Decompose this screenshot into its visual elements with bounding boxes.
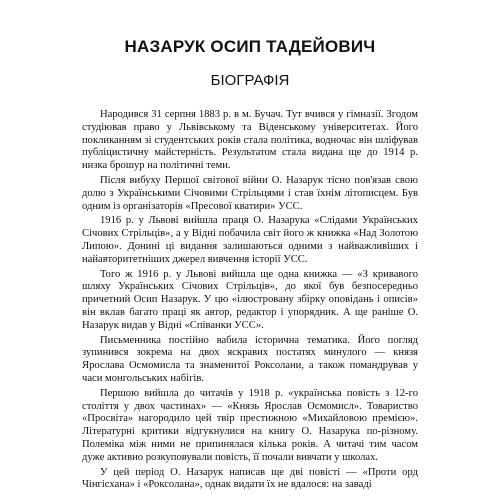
paragraph: Того ж 1916 р. у Львові вийшла ще одна книжка — «З кривавого шляху Українських Січових Стрільців», до якої був безпосередньо причетний Осип Назарук. У цю «ілюстровану збірку оповідань і описів» він вклав багато праці як автор, редактор і упорядник. А ще раніше О. Назарук видав у Відні «Співанки УСС». — [82, 268, 418, 331]
paragraph: Першою вийшла до читачів у 1918 р. «українська повість з 12-го століття у двох частинах» — «Князь Ярослав Осмомисл». Товариство «Просвіта» нагородило цей твір престижною «Михайловою премією». Літературні критики відгукнулися на книгу О. Назарука по-різному. Полеміка між ними не припинялася кілька років. А читачі тим часом дуже активно розкуповували повість, її почали вивчати у школах. — [82, 387, 418, 463]
paragraph: Після вибуху Першої світової війни О. Назарук тісно пов'язав свою долю з Українськими Січовими Стрільцями і став їхнім літописцем. Був одним із організаторів «Пресової кватири» УСС. — [82, 174, 418, 212]
biography-text — [82, 109, 418, 492]
paragraph: Народився 31 серпня 1883 р. в м. Бучач. Тут вчився у гімназії. Згодом студіював право у Львівському та Віденському університетах. Його покликанням зі студентських років стала політика, водночас він шліфував публіцистичну майстерність. Результатом стала видана ще до 1914 р. низка брошур на політичні теми. — [82, 109, 418, 172]
document-title: НАЗАРУК ОСИП ТАДЕЙОВИЧ — [124, 37, 376, 56]
section-heading: БІОГРАФІЯ — [210, 72, 290, 89]
paragraph: 1916 р. у Львові вийшла праця О. Назарука «Слідами Українських Січових Стрільців», а у Відні побачила світ його ж книжка «Над Золотою Липою». Донині ці видання залишаються одними з найважливіших і найавторитетніших джерел вивчення історії УСС. — [82, 215, 418, 265]
paragraph: Письменника постійно вабила історична тематика. Його погляд зупинився зокрема на двох яскравих постатях минулого — князя Ярослава Осмомисла та знаменитої Роксолани, а також помандрував у часи монгольських набігів. — [82, 334, 418, 384]
paragraph: У цей період О. Назарук написав ще дві повісті — «Проти орд Чінгісхана» і «Роксолана», однак видати їх не вдалося: на заваді — [82, 466, 418, 491]
